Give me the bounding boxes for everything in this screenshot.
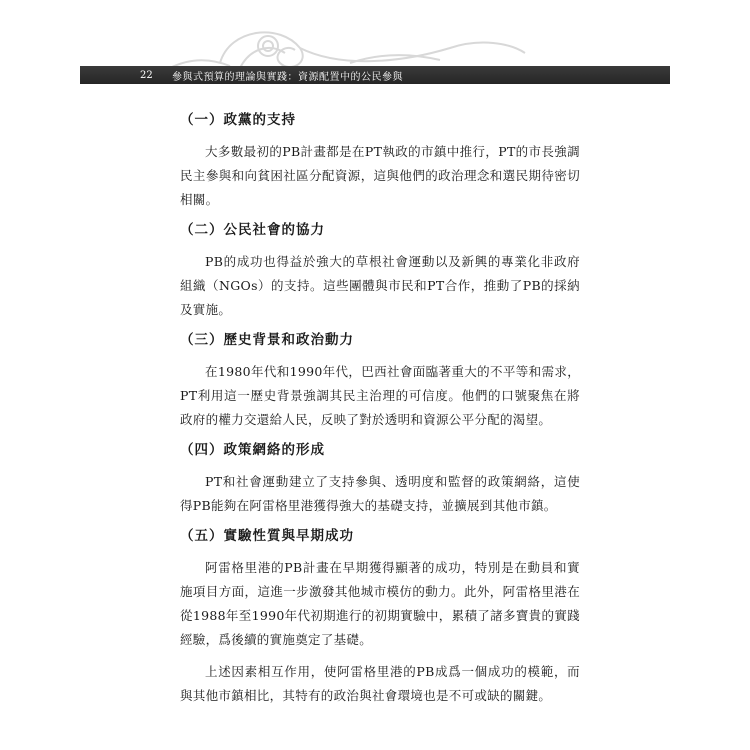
- section-heading: （四）政策網絡的形成: [180, 442, 325, 458]
- section-heading: （三）歷史背景和政治動力: [180, 332, 354, 348]
- paragraph: PT和社會運動建立了支持參與、透明度和監督的政策網絡，這使得PB能夠在阿雷格里港獲得強大的基礎支持，並擴展到其他市鎮。: [180, 474, 580, 513]
- section-heading: （一）政黨的支持: [180, 112, 296, 128]
- paragraph: 上述因素相互作用，使阿雷格里港的PB成爲一個成功的模範，而與其他市鎮相比，其特有的政治與社會環境也是不可或缺的關鍵。: [180, 664, 580, 703]
- page-number: 22: [140, 69, 153, 81]
- section-heading: （二）公民社會的協力: [180, 222, 325, 238]
- paragraph: 在1980年代和1990年代，巴西社會面臨著重大的不平等和需求，PT利用這一歷史背景強調其民主治理的可信度。他們的口號聚焦在將政府的權力交還給人民，反映了對於透明和資源公平分配的渴望。: [180, 364, 580, 427]
- section-civil-society: [180, 220, 580, 322]
- page-body: [180, 110, 580, 716]
- paragraph: 阿雷格里港的PB計畫在早期獲得顯著的成功，特別是在動員和實施項目方面，這進一步激發其他城市模仿的動力。此外，阿雷格里港在從1988年至1990年代初期進行的初期實驗中，累積了諸多寶貴的實踐經驗，爲後續的實施奠定了基礎。: [180, 560, 580, 647]
- section-party-support: [180, 110, 580, 212]
- section-heading: （五）實驗性質與早期成功: [180, 528, 354, 544]
- section-early-success: [180, 526, 580, 708]
- section-historical-context: [180, 330, 580, 432]
- running-header: [80, 66, 670, 84]
- paragraph: PB的成功也得益於強大的草根社會運動以及新興的專業化非政府組織（NGOs）的支持。這些團體與市民和PT合作，推動了PB的採納及實施。: [180, 254, 580, 317]
- running-title: 參與式預算的理論與實踐：資源配置中的公民參與: [172, 71, 403, 83]
- section-policy-network: [180, 440, 580, 518]
- paragraph: 大多數最初的PB計畫都是在PT執政的市鎮中推行，PT的市長強調民主參與和向貧困社區分配資源，這與他們的政治理念和選民期待密切相關。: [180, 144, 580, 207]
